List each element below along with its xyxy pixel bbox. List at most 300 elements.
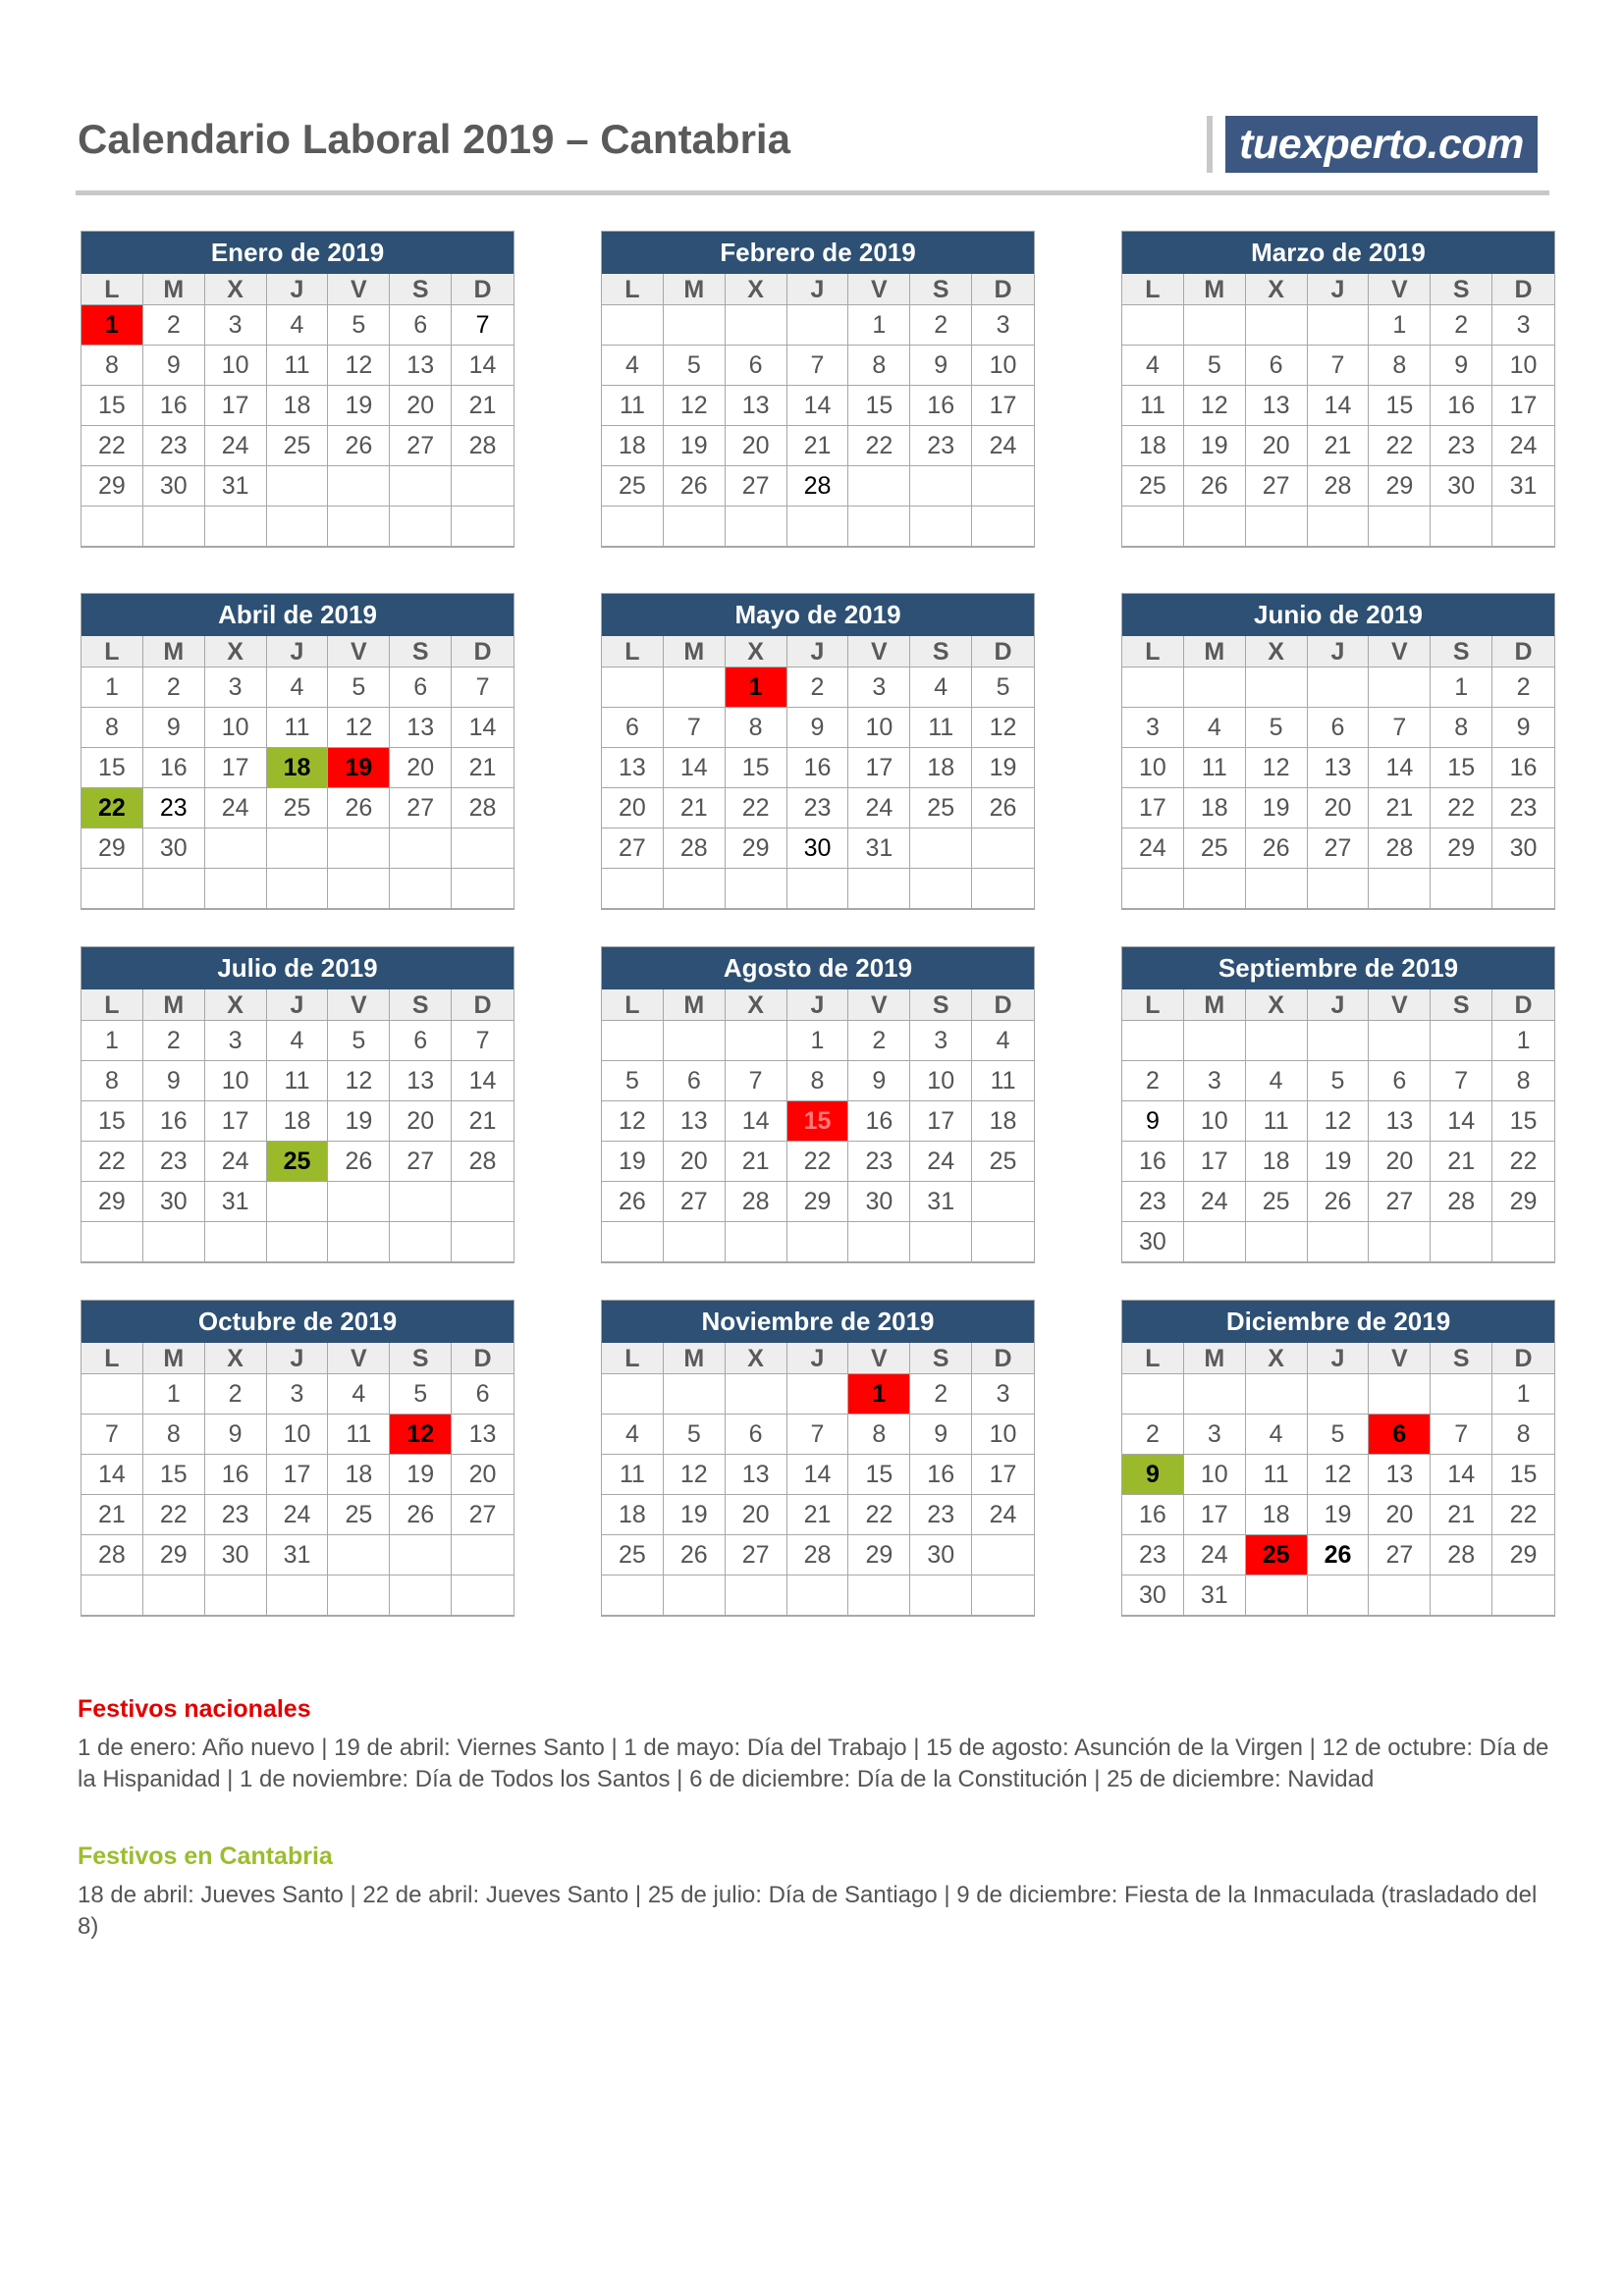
empty-day-cell (1246, 1222, 1308, 1262)
empty-day-cell (1184, 1021, 1246, 1061)
day-cell: 26 (1308, 1182, 1370, 1222)
day-cell: 1 (1369, 305, 1431, 346)
day-cell: 20 (1369, 1495, 1431, 1535)
day-cell: 28 (726, 1182, 787, 1222)
day-cell: 31 (1184, 1575, 1246, 1616)
weekday-header: L (602, 274, 664, 305)
day-cell: 21 (1431, 1495, 1492, 1535)
day-cell: 17 (910, 1101, 972, 1142)
day-cell: 25 (972, 1142, 1034, 1182)
empty-day-cell (787, 1374, 849, 1415)
day-cell: 13 (1246, 386, 1308, 426)
national-holiday-day: 1 (848, 1374, 910, 1415)
day-cell: 23 (1492, 788, 1554, 828)
day-cell: 17 (1492, 386, 1554, 426)
empty-day-cell (205, 507, 267, 547)
regional-holidays-text: 18 de abril: Jueves Santo | 22 de abril: Jueves Santo | 25 de julio: Día de Santiago | 9 de diciembre: Fiesta de la Inmaculada (trasladado del 8) (78, 1882, 1538, 1940)
day-cell: 10 (205, 346, 267, 386)
empty-day-cell (972, 1575, 1034, 1616)
day-cell: 26 (1308, 1535, 1370, 1575)
day-cell: 22 (848, 1495, 910, 1535)
empty-day-cell (848, 1222, 910, 1262)
day-cell: 2 (787, 667, 849, 708)
day-cell: 12 (1308, 1455, 1370, 1495)
empty-day-cell (972, 466, 1034, 507)
day-cell: 14 (1431, 1455, 1492, 1495)
empty-day-cell (328, 869, 390, 909)
day-cell: 3 (267, 1374, 329, 1415)
weekday-header: D (1492, 274, 1554, 305)
day-cell: 30 (848, 1182, 910, 1222)
day-cell: 26 (664, 1535, 726, 1575)
empty-day-cell (1308, 667, 1370, 708)
day-cell: 11 (602, 386, 664, 426)
day-cell: 27 (390, 788, 452, 828)
day-cell: 16 (1122, 1495, 1184, 1535)
day-cell: 4 (328, 1374, 390, 1415)
day-cell: 8 (726, 708, 787, 748)
day-cell: 21 (664, 788, 726, 828)
empty-day-cell (1369, 1222, 1431, 1262)
day-cell: 13 (726, 386, 787, 426)
empty-day-cell (1369, 667, 1431, 708)
day-cell: 20 (390, 386, 452, 426)
weekday-header: M (1184, 636, 1246, 667)
day-cell: 11 (267, 1061, 329, 1101)
day-cell: 14 (1308, 386, 1370, 426)
weekday-header: S (390, 1343, 452, 1374)
empty-day-cell (910, 1575, 972, 1616)
day-cell: 17 (1184, 1495, 1246, 1535)
day-cell: 9 (910, 1415, 972, 1455)
weekday-header: X (205, 274, 267, 305)
empty-day-cell (726, 1374, 787, 1415)
regional-holiday-day: 18 (267, 748, 329, 788)
weekday-header: M (664, 989, 726, 1021)
day-cell: 31 (267, 1535, 329, 1575)
day-cell: 30 (787, 828, 849, 869)
empty-day-cell (910, 869, 972, 909)
logo-divider (1207, 116, 1213, 173)
month-calendar (1121, 593, 1555, 910)
month-calendar (601, 231, 1035, 548)
empty-day-cell (1492, 507, 1554, 547)
day-cell: 5 (328, 305, 390, 346)
day-cell: 5 (390, 1374, 452, 1415)
day-cell: 28 (787, 1535, 849, 1575)
day-cell: 3 (848, 667, 910, 708)
empty-day-cell (452, 869, 514, 909)
empty-day-cell (972, 1222, 1034, 1262)
day-cell: 14 (452, 708, 514, 748)
day-cell: 29 (143, 1535, 205, 1575)
weekday-header: J (787, 989, 849, 1021)
day-cell: 16 (205, 1455, 267, 1495)
day-cell: 9 (1492, 708, 1554, 748)
day-cell: 19 (1308, 1142, 1370, 1182)
weekday-header: X (1246, 1343, 1308, 1374)
day-cell: 30 (1492, 828, 1554, 869)
day-cell: 20 (1369, 1142, 1431, 1182)
day-cell: 24 (205, 1142, 267, 1182)
national-holiday-day: 1 (81, 305, 143, 346)
month-calendar (601, 593, 1035, 910)
day-cell: 12 (664, 386, 726, 426)
weekday-header: M (664, 636, 726, 667)
day-cell: 25 (1184, 828, 1246, 869)
empty-day-cell (328, 1575, 390, 1616)
empty-day-cell (390, 1535, 452, 1575)
day-cell: 17 (205, 1101, 267, 1142)
day-cell: 21 (1308, 426, 1370, 466)
empty-day-cell (1308, 1575, 1370, 1616)
day-cell: 2 (1122, 1061, 1184, 1101)
day-cell: 29 (726, 828, 787, 869)
national-holiday-day: 19 (328, 748, 390, 788)
empty-day-cell (1184, 1222, 1246, 1262)
weekday-header: V (848, 274, 910, 305)
day-cell: 26 (328, 1142, 390, 1182)
day-cell: 4 (1246, 1061, 1308, 1101)
month-calendar (1121, 946, 1555, 1263)
day-cell: 17 (848, 748, 910, 788)
day-cell: 9 (143, 1061, 205, 1101)
day-cell: 30 (143, 828, 205, 869)
day-cell: 21 (452, 1101, 514, 1142)
day-cell: 25 (267, 426, 329, 466)
day-cell: 25 (328, 1495, 390, 1535)
day-cell: 29 (81, 828, 143, 869)
weekday-header: M (143, 989, 205, 1021)
day-cell: 2 (848, 1021, 910, 1061)
day-cell: 6 (390, 667, 452, 708)
day-cell: 18 (267, 1101, 329, 1142)
day-cell: 7 (664, 708, 726, 748)
day-cell: 21 (1431, 1142, 1492, 1182)
day-cell: 29 (1431, 828, 1492, 869)
day-cell: 21 (81, 1495, 143, 1535)
day-cell: 7 (1431, 1061, 1492, 1101)
month-days-grid (81, 989, 514, 1262)
empty-day-cell (205, 828, 267, 869)
empty-day-cell (267, 1182, 329, 1222)
empty-day-cell (1184, 305, 1246, 346)
day-cell: 13 (602, 748, 664, 788)
weekday-header: S (910, 636, 972, 667)
weekday-header: S (390, 274, 452, 305)
day-cell: 23 (787, 788, 849, 828)
day-cell: 3 (972, 1374, 1034, 1415)
day-cell: 30 (143, 1182, 205, 1222)
day-cell: 10 (848, 708, 910, 748)
empty-day-cell (1246, 1374, 1308, 1415)
national-holiday-day: 25 (1246, 1535, 1308, 1575)
weekday-header: S (910, 274, 972, 305)
day-cell: 7 (787, 1415, 849, 1455)
weekday-header: V (848, 989, 910, 1021)
weekday-header: D (452, 1343, 514, 1374)
day-cell: 27 (452, 1495, 514, 1535)
day-cell: 23 (910, 1495, 972, 1535)
weekday-header: J (787, 274, 849, 305)
day-cell: 24 (205, 426, 267, 466)
weekday-header: J (787, 1343, 849, 1374)
day-cell: 20 (390, 1101, 452, 1142)
day-cell: 7 (81, 1415, 143, 1455)
day-cell: 3 (1184, 1415, 1246, 1455)
day-cell: 14 (1369, 748, 1431, 788)
weekday-header: S (1431, 274, 1492, 305)
day-cell: 27 (1369, 1535, 1431, 1575)
day-cell: 16 (143, 1101, 205, 1142)
empty-day-cell (848, 1575, 910, 1616)
day-cell: 16 (143, 386, 205, 426)
day-cell: 9 (787, 708, 849, 748)
day-cell: 24 (1184, 1182, 1246, 1222)
day-cell: 20 (726, 1495, 787, 1535)
day-cell: 30 (1122, 1575, 1184, 1616)
weekday-header: X (726, 636, 787, 667)
day-cell: 8 (787, 1061, 849, 1101)
logo[interactable]: tuexperto.com (1225, 116, 1538, 173)
day-cell: 27 (664, 1182, 726, 1222)
day-cell: 31 (910, 1182, 972, 1222)
weekday-header: L (602, 1343, 664, 1374)
day-cell: 17 (1184, 1142, 1246, 1182)
month-calendar (81, 946, 514, 1263)
day-cell: 6 (390, 305, 452, 346)
day-cell: 10 (1184, 1455, 1246, 1495)
day-cell: 4 (910, 667, 972, 708)
empty-day-cell (452, 1535, 514, 1575)
weekday-header: S (390, 989, 452, 1021)
day-cell: 28 (664, 828, 726, 869)
day-cell: 8 (81, 346, 143, 386)
empty-day-cell (664, 305, 726, 346)
empty-day-cell (664, 1374, 726, 1415)
month-days-grid (1122, 274, 1554, 547)
empty-day-cell (1308, 869, 1370, 909)
day-cell: 3 (910, 1021, 972, 1061)
day-cell: 18 (1184, 788, 1246, 828)
day-cell: 23 (143, 426, 205, 466)
day-cell: 3 (205, 305, 267, 346)
day-cell: 7 (1369, 708, 1431, 748)
empty-day-cell (1308, 507, 1370, 547)
day-cell: 14 (726, 1101, 787, 1142)
weekday-header: V (848, 636, 910, 667)
national-holidays-text: 1 de enero: Año nuevo | 19 de abril: Viernes Santo | 1 de mayo: Día del Trabajo | 15 de agosto: Asunción de la Virgen | 12 de octubre: Día de la Hispanidad | 1 de noviembre: Día de Todos los Santos | 6 de diciembre: Día de la Constitución | 25 de diciembre: Navidad (78, 1735, 1549, 1792)
empty-day-cell (848, 507, 910, 547)
day-cell: 23 (910, 426, 972, 466)
empty-day-cell (910, 828, 972, 869)
day-cell: 29 (81, 466, 143, 507)
header-divider (76, 190, 1549, 195)
weekday-header: M (1184, 274, 1246, 305)
day-cell: 2 (143, 305, 205, 346)
day-cell: 15 (1431, 748, 1492, 788)
day-cell: 31 (848, 828, 910, 869)
day-cell: 22 (1369, 426, 1431, 466)
weekday-header: L (81, 274, 143, 305)
day-cell: 29 (848, 1535, 910, 1575)
day-cell: 20 (1246, 426, 1308, 466)
empty-day-cell (1492, 1575, 1554, 1616)
day-cell: 30 (1431, 466, 1492, 507)
day-cell: 7 (726, 1061, 787, 1101)
day-cell: 17 (1122, 788, 1184, 828)
day-cell: 27 (1308, 828, 1370, 869)
empty-day-cell (602, 507, 664, 547)
weekday-header: X (726, 1343, 787, 1374)
day-cell: 28 (452, 1142, 514, 1182)
weekday-header: M (664, 1343, 726, 1374)
day-cell: 3 (1492, 305, 1554, 346)
empty-day-cell (328, 507, 390, 547)
day-cell: 24 (910, 1142, 972, 1182)
empty-day-cell (664, 1575, 726, 1616)
day-cell: 5 (328, 1021, 390, 1061)
empty-day-cell (1492, 869, 1554, 909)
day-cell: 19 (1246, 788, 1308, 828)
month-title: Noviembre de 2019 (602, 1301, 1034, 1343)
month-days-grid (602, 636, 1034, 909)
day-cell: 18 (602, 1495, 664, 1535)
weekday-header: D (452, 274, 514, 305)
empty-day-cell (390, 869, 452, 909)
empty-day-cell (143, 869, 205, 909)
empty-day-cell (390, 1182, 452, 1222)
empty-day-cell (452, 1222, 514, 1262)
empty-day-cell (328, 1182, 390, 1222)
empty-day-cell (1122, 1374, 1184, 1415)
day-cell: 6 (452, 1374, 514, 1415)
page-title: Calendario Laboral 2019 – Cantabria (78, 116, 790, 162)
weekday-header: J (1308, 989, 1370, 1021)
empty-day-cell (787, 1575, 849, 1616)
weekday-header: D (972, 636, 1034, 667)
day-cell: 5 (1184, 346, 1246, 386)
weekday-header: X (726, 274, 787, 305)
day-cell: 29 (1492, 1182, 1554, 1222)
empty-day-cell (972, 1535, 1034, 1575)
weekday-header: L (602, 636, 664, 667)
empty-day-cell (390, 828, 452, 869)
day-cell: 1 (81, 1021, 143, 1061)
weekday-header: S (910, 1343, 972, 1374)
day-cell: 28 (1308, 466, 1370, 507)
day-cell: 21 (726, 1142, 787, 1182)
weekday-header: M (143, 1343, 205, 1374)
empty-day-cell (328, 466, 390, 507)
weekday-header: V (1369, 636, 1431, 667)
day-cell: 25 (602, 1535, 664, 1575)
empty-day-cell (972, 869, 1034, 909)
day-cell: 5 (972, 667, 1034, 708)
day-cell: 25 (1122, 466, 1184, 507)
day-cell: 14 (452, 1061, 514, 1101)
empty-day-cell (267, 869, 329, 909)
day-cell: 14 (1431, 1101, 1492, 1142)
empty-day-cell (205, 1575, 267, 1616)
day-cell: 15 (81, 1101, 143, 1142)
day-cell: 24 (1122, 828, 1184, 869)
day-cell: 20 (602, 788, 664, 828)
empty-day-cell (1184, 507, 1246, 547)
day-cell: 18 (267, 386, 329, 426)
national-holiday-day: 6 (1369, 1415, 1431, 1455)
day-cell: 7 (452, 1021, 514, 1061)
day-cell: 6 (726, 1415, 787, 1455)
month-title: Marzo de 2019 (1122, 232, 1554, 274)
day-cell: 22 (1492, 1495, 1554, 1535)
day-cell: 8 (848, 346, 910, 386)
day-cell: 19 (1308, 1495, 1370, 1535)
day-cell: 31 (205, 1182, 267, 1222)
weekday-header: D (972, 274, 1034, 305)
day-cell: 27 (390, 426, 452, 466)
day-cell: 9 (848, 1061, 910, 1101)
empty-day-cell (910, 466, 972, 507)
day-cell: 19 (1184, 426, 1246, 466)
day-cell: 21 (1369, 788, 1431, 828)
day-cell: 11 (267, 708, 329, 748)
day-cell: 19 (328, 386, 390, 426)
month-days-grid (602, 1343, 1034, 1616)
day-cell: 31 (1492, 466, 1554, 507)
empty-day-cell (1246, 667, 1308, 708)
day-cell: 2 (205, 1374, 267, 1415)
month-calendar (1121, 1300, 1555, 1617)
empty-day-cell (848, 466, 910, 507)
day-cell: 24 (1184, 1535, 1246, 1575)
empty-day-cell (1308, 1374, 1370, 1415)
empty-day-cell (664, 667, 726, 708)
day-cell: 4 (972, 1021, 1034, 1061)
month-calendar (81, 1300, 514, 1617)
weekday-header: J (1308, 274, 1370, 305)
day-cell: 8 (81, 1061, 143, 1101)
day-cell: 11 (328, 1415, 390, 1455)
empty-day-cell (452, 1575, 514, 1616)
day-cell: 5 (1308, 1415, 1370, 1455)
day-cell: 20 (726, 426, 787, 466)
day-cell: 27 (726, 466, 787, 507)
weekday-header: V (328, 989, 390, 1021)
day-cell: 11 (1122, 386, 1184, 426)
day-cell: 3 (1122, 708, 1184, 748)
regional-holiday-day: 22 (81, 788, 143, 828)
day-cell: 22 (726, 788, 787, 828)
weekday-header: J (1308, 636, 1370, 667)
weekday-header: M (1184, 989, 1246, 1021)
empty-day-cell (602, 1222, 664, 1262)
empty-day-cell (664, 1021, 726, 1061)
weekday-header: D (1492, 636, 1554, 667)
day-cell: 2 (1492, 667, 1554, 708)
empty-day-cell (602, 869, 664, 909)
day-cell: 10 (972, 346, 1034, 386)
weekday-header: X (1246, 636, 1308, 667)
day-cell: 17 (205, 748, 267, 788)
empty-day-cell (787, 507, 849, 547)
empty-day-cell (1431, 1222, 1492, 1262)
empty-day-cell (1122, 667, 1184, 708)
empty-day-cell (1184, 869, 1246, 909)
empty-day-cell (81, 1222, 143, 1262)
day-cell: 22 (1431, 788, 1492, 828)
day-cell: 17 (267, 1455, 329, 1495)
